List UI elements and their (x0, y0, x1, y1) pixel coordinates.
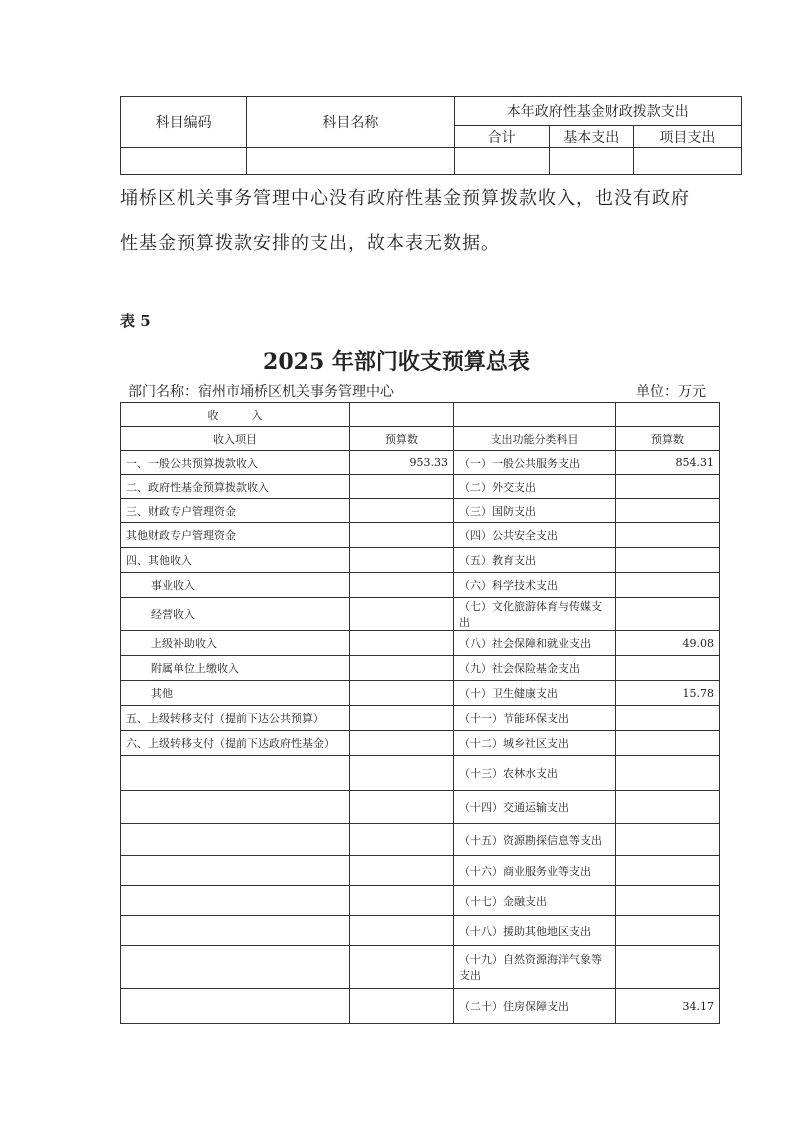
col-income-budget: 预算数 (350, 427, 454, 451)
income-item: 其他财政专户管理资金 (121, 523, 350, 548)
income-budget (350, 631, 454, 656)
income-item (121, 886, 350, 916)
expense-budget (616, 791, 720, 824)
table-row (121, 656, 720, 681)
income-item: 六、上级转移支付（提前下达政府性基金） (121, 731, 350, 756)
income-budget (350, 731, 454, 756)
expense-budget: 34.17 (616, 989, 720, 1024)
note-line-1: 埇桥区机关事务管理中心没有政府性基金预算拨款收入，也没有政府 (120, 188, 690, 209)
income-item: 附属单位上缴收入 (121, 656, 350, 681)
income-budget (350, 499, 454, 523)
expense-item: （一）一般公共服务支出 (454, 451, 616, 475)
table-row (121, 791, 720, 824)
header-name: 科目名称 (247, 97, 454, 148)
income-item: 二、政府性基金预算拨款收入 (121, 475, 350, 499)
expense-item: （八）社会保障和就业支出 (454, 631, 616, 656)
income-budget (350, 946, 454, 989)
table-row (121, 856, 720, 886)
col-exp-item: 支出功能分类科目 (454, 427, 616, 451)
income-item (121, 856, 350, 886)
expense-item: （三）国防支出 (454, 499, 616, 523)
expense-item: （四）公共安全支出 (454, 523, 616, 548)
expense-budget (616, 475, 720, 499)
expense-budget (616, 499, 720, 523)
empty-cell (350, 403, 454, 427)
table-row (121, 598, 720, 631)
col-income-item: 收入项目 (121, 427, 350, 451)
income-item (121, 824, 350, 856)
expense-item: （十九）自然资源海洋气象等支出 (454, 946, 616, 989)
income-item: 经营收入 (121, 598, 350, 631)
page-title: 2025 年部门收支预算总表 (263, 349, 530, 375)
expense-item: （十三）农林水支出 (454, 756, 616, 791)
expense-budget (616, 656, 720, 681)
income-item (121, 989, 350, 1024)
income-budget (350, 706, 454, 731)
expense-item: （十七）金融支出 (454, 886, 616, 916)
table-row (121, 886, 720, 916)
table-row (121, 631, 720, 656)
expense-item: （十）卫生健康支出 (454, 681, 616, 706)
income-budget (350, 656, 454, 681)
income-item (121, 946, 350, 989)
empty-cell (121, 148, 247, 175)
header-income: 收 入 (121, 403, 350, 427)
income-item: 三、财政专户管理资金 (121, 499, 350, 523)
expense-budget (616, 548, 720, 573)
table-row (121, 989, 720, 1024)
income-budget (350, 681, 454, 706)
header-project: 项目支出 (633, 126, 741, 148)
expense-budget (616, 573, 720, 598)
income-item (121, 791, 350, 824)
department-name: 部门名称：宿州市埇桥区机关事务管理中心 (128, 384, 394, 400)
expense-budget (616, 706, 720, 731)
empty-cell (247, 148, 454, 175)
col-exp-budget: 预算数 (616, 427, 720, 451)
income-item: 事业收入 (121, 573, 350, 598)
income-budget (350, 916, 454, 946)
expense-budget (616, 756, 720, 791)
expense-item: （十八）援助其他地区支出 (454, 916, 616, 946)
expense-budget (616, 598, 720, 631)
expense-item: （七）文化旅游体育与传媒支出 (454, 598, 616, 631)
budget-summary-table (120, 402, 720, 1024)
empty-cell (616, 403, 720, 427)
table-row (121, 824, 720, 856)
expense-item: （五）教育支出 (454, 548, 616, 573)
table-row (121, 548, 720, 573)
gov-fund-table (120, 96, 742, 175)
income-budget (350, 598, 454, 631)
expense-budget (616, 856, 720, 886)
table-row (121, 573, 720, 598)
table-label: 表 5 (120, 312, 151, 330)
header-code: 科目编码 (121, 97, 247, 148)
expense-item: （十二）城乡社区支出 (454, 731, 616, 756)
income-budget (350, 756, 454, 791)
expense-item: （九）社会保险基金支出 (454, 656, 616, 681)
income-item: 五、上级转移支付（提前下达公共预算） (121, 706, 350, 731)
empty-cell (633, 148, 741, 175)
expense-budget (616, 886, 720, 916)
income-item: 一、一般公共预算拨款收入 (121, 451, 350, 475)
empty-cell (454, 148, 549, 175)
table-row (121, 681, 720, 706)
table-row (121, 523, 720, 548)
income-budget (350, 573, 454, 598)
expense-budget (616, 523, 720, 548)
expense-budget (616, 946, 720, 989)
income-budget (350, 548, 454, 573)
expense-budget (616, 916, 720, 946)
income-item: 其他 (121, 681, 350, 706)
table-row (121, 475, 720, 499)
income-item: 四、其他收入 (121, 548, 350, 573)
empty-cell (454, 403, 616, 427)
income-budget (350, 475, 454, 499)
header-basic: 基本支出 (549, 126, 633, 148)
table-row (121, 451, 720, 475)
income-item: 上级补助收入 (121, 631, 350, 656)
expense-item: （十五）资源勘探信息等支出 (454, 824, 616, 856)
income-budget (350, 791, 454, 824)
income-item (121, 916, 350, 946)
expense-budget (616, 824, 720, 856)
expense-item: （二十）住房保障支出 (454, 989, 616, 1024)
table-row (121, 731, 720, 756)
empty-cell (549, 148, 633, 175)
note-line-2: 性基金预算拨款安排的支出，故本表无数据。 (120, 233, 500, 254)
expense-budget: 15.78 (616, 681, 720, 706)
income-budget: 953.33 (350, 451, 454, 475)
expense-item: （十六）商业服务业等支出 (454, 856, 616, 886)
income-budget (350, 856, 454, 886)
expense-budget (616, 731, 720, 756)
table-row (121, 916, 720, 946)
expense-item: （十四）交通运输支出 (454, 791, 616, 824)
income-item (121, 756, 350, 791)
table-row (121, 499, 720, 523)
expense-item: （十一）节能环保支出 (454, 706, 616, 731)
table-row (121, 946, 720, 989)
header-group: 本年政府性基金财政拨款支出 (454, 97, 741, 126)
table-row (121, 706, 720, 731)
income-budget (350, 989, 454, 1024)
income-budget (350, 886, 454, 916)
header-total: 合计 (454, 126, 549, 148)
income-budget (350, 824, 454, 856)
table-row (121, 756, 720, 791)
expense-budget: 49.08 (616, 631, 720, 656)
unit-label: 单位：万元 (636, 384, 706, 400)
expense-item: （六）科学技术支出 (454, 573, 616, 598)
expense-budget: 854.31 (616, 451, 720, 475)
expense-item: （二）外交支出 (454, 475, 616, 499)
income-budget (350, 523, 454, 548)
